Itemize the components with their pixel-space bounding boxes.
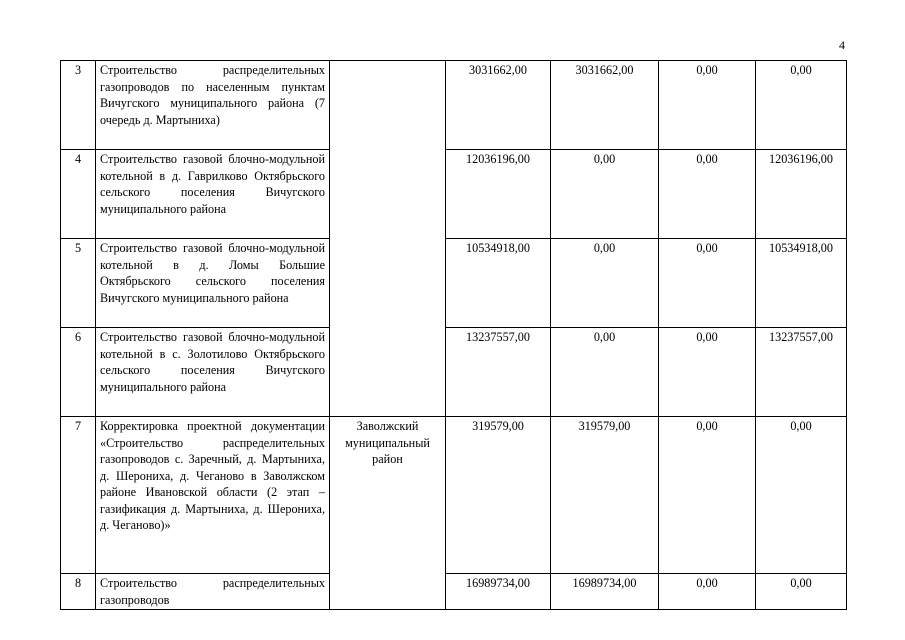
row-number: 8: [61, 574, 96, 610]
amount-col-3: 0,00: [659, 150, 756, 239]
page-number: 4: [839, 38, 845, 52]
total-amount: 3031662,00: [446, 61, 551, 150]
total-amount: 16989734,00: [446, 574, 551, 610]
total-amount: 13237557,00: [446, 328, 551, 417]
district-name: Заволжский муниципальный район: [330, 417, 446, 610]
object-name: Строительство распределительных газопроводов: [96, 574, 330, 610]
amount-col-4: 0,00: [756, 574, 847, 610]
amount-col-4: 13237557,00: [756, 328, 847, 417]
object-name: Строительство газовой блочно-модульной котельной в д. Ломы Большие Октябрьского сельского поселения Вичугского муниципального района: [96, 239, 330, 328]
district-cell-empty: [330, 61, 446, 417]
amount-col-2: 16989734,00: [551, 574, 659, 610]
table-row: [61, 150, 847, 239]
amount-col-4: 10534918,00: [756, 239, 847, 328]
amount-col-2: 0,00: [551, 150, 659, 239]
table-row: [61, 574, 847, 610]
total-amount: 10534918,00: [446, 239, 551, 328]
row-number: 6: [61, 328, 96, 417]
table-row: [61, 61, 847, 150]
amount-col-3: 0,00: [659, 328, 756, 417]
total-amount: 319579,00: [446, 417, 551, 574]
row-number: 5: [61, 239, 96, 328]
object-name: Строительство газовой блочно-модульной котельной в с. Золотилово Октябрьского сельского поселения Вичугского муниципального района: [96, 328, 330, 417]
row-number: 4: [61, 150, 96, 239]
table-row: [61, 417, 847, 574]
amount-col-3: 0,00: [659, 61, 756, 150]
amount-col-4: 0,00: [756, 417, 847, 574]
table-row: [61, 328, 847, 417]
amount-col-2: 0,00: [551, 239, 659, 328]
amount-col-2: 319579,00: [551, 417, 659, 574]
row-number: 7: [61, 417, 96, 574]
total-amount: 12036196,00: [446, 150, 551, 239]
table-row: [61, 239, 847, 328]
amount-col-4: 0,00: [756, 61, 847, 150]
amount-col-3: 0,00: [659, 574, 756, 610]
object-name: Строительство распределительных газопроводов по населенным пунктам Вичугского муниципального района (7 очередь д. Мартыниха): [96, 61, 330, 150]
row-number: 3: [61, 61, 96, 150]
amount-col-3: 0,00: [659, 417, 756, 574]
amount-col-2: 0,00: [551, 328, 659, 417]
object-name: Строительство газовой блочно-модульной котельной в д. Гаврилково Октябрьского сельского поселения Вичугского муниципального района: [96, 150, 330, 239]
amount-col-4: 12036196,00: [756, 150, 847, 239]
amount-col-2: 3031662,00: [551, 61, 659, 150]
object-name: Корректировка проектной документации «Строительство распределительных газопроводов с. Заречный, д. Мартыниха, д. Шерониха, д. Чеганово в Заволжском районе Ивановской области (2 этап – газификация д. Мартыниха, д. Шерониха, д. Чеганово)»: [96, 417, 330, 574]
amount-col-3: 0,00: [659, 239, 756, 328]
funding-table: [60, 60, 847, 610]
